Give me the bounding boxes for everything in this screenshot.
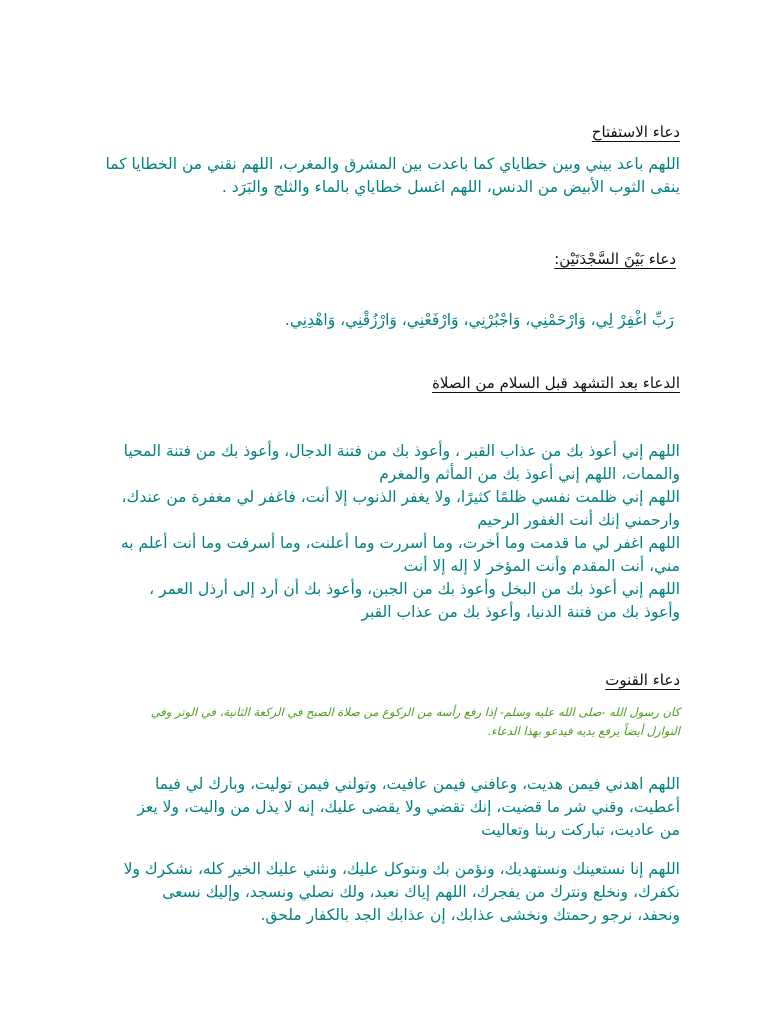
tashahhud-paragraph: [92, 440, 680, 624]
istiftah-paragraph: [92, 153, 680, 199]
tashahhud-line-8: وأعوذ بك من فتنة الدنيا، وأعوذ بك من عذاب القبر: [361, 603, 680, 621]
tashahhud-heading: الدعاء بعد التشهد قبل السلام من الصلاة: [432, 374, 680, 392]
qunut-p1-line-1: اللهم اهدني فيمن هديت، وعافني فيمن عافيت، وتولني فيمن توليت، وبارك لي فيما: [155, 775, 680, 793]
istiftah-heading: دعاء الاستفتاح: [591, 123, 680, 141]
istiftah-line-2: ينقى الثوب الأبيض من الدنس، اللهم اغسل خطاياي بالماء والثلج والبَرَد .: [221, 178, 680, 196]
istiftah-line-1: اللهم باعد بيني وبين خطاياي كما باعدت بين المشرق والمغرب، اللهم نقني من الخطايا كما: [105, 155, 680, 173]
tashahhud-line-4: وارحمني إنك أنت الغفور الرحيم: [477, 511, 680, 529]
qunut-p2-line-1: اللهم إنا نستعينك ونستهديك، ونؤمن بك ونتوكل عليك، ونثني عليك الخير كله، نشكرك ولا: [123, 860, 680, 878]
qunut-note-line-1: كان رسول الله -صلى الله عليه وسلم- إذا رفع رأسه من الركوع من صلاة الصبح في الركعة الثانية، في الوتر وفي: [150, 705, 680, 719]
qunut-note-line-2: النوازل أيضاً يرفع يديه فيدعو بهذا الدعاء.: [487, 724, 680, 738]
tashahhud-line-2: والممات، اللهم إني أعوذ بك من المأثم والمغرم: [379, 465, 680, 483]
tashahhud-line-6: مني، أنت المقدم وأنت المؤخر لا إله إلا أنت: [403, 557, 680, 575]
qunut-paragraph-1: [92, 773, 680, 842]
qunut-paragraph-2: [92, 858, 680, 927]
tashahhud-line-5: اللهم اغفر لي ما قدمت وما أخرت، وما أسررت وما أعلنت، وما أسرفت وما أنت أعلم به: [120, 534, 680, 552]
tashahhud-line-3: اللهم إني ظلمت نفسي ظلمًا كثيرًا، ولا يغفر الذنوب إلا أنت، فاغفر لي مغفرة من عندك،: [121, 488, 680, 506]
qunut-p2-line-3: ونحفد، نرجو رحمتك ونخشى عذابك، إن عذابك الجد بالكفار ملحق.: [260, 906, 680, 924]
sajdatayn-heading: دعاء بَيْنَ السَّجْدَتَيْن:: [554, 250, 676, 268]
sajdatayn-line-1: رَبِّ اغْفِرْ لِي، وَارْحَمْنِي، وَاجْبُرْنِي، وَارْفَعْنِي، وَارْزُقْنِي، وَاهْدِنِي.: [284, 311, 674, 329]
tashahhud-line-7: اللهم إني أعوذ بك من البخل وأعوذ بك من الجبن، وأعوذ بك أن أرد إلى أرذل العمر ،: [149, 580, 680, 598]
tashahhud-line-1: اللهم إني أعوذ بك من عذاب القبر ، وأعوذ بك من فتنة الدجال، وأعوذ بك من فتنة المحيا: [123, 442, 680, 460]
document-page: [92, 0, 680, 1024]
sajdatayn-paragraph: [86, 309, 674, 332]
qunut-p1-line-3: من عاديت، تباركت ربنا وتعاليت: [481, 821, 680, 839]
qunut-p2-line-2: نكفرك، ونخلع ونترك من يفجرك، اللهم إياك نعبد، ولك نصلي ونسجد، وإليك نسعى: [162, 883, 680, 901]
qunut-p1-line-2: أعطيت، وقني شر ما قضيت، إنك تقضي ولا يقضى عليك، إنه لا يذل من واليت، ولا يعز: [137, 798, 680, 816]
qunut-note: [92, 703, 680, 741]
qunut-heading: دعاء القنوت: [605, 671, 680, 689]
